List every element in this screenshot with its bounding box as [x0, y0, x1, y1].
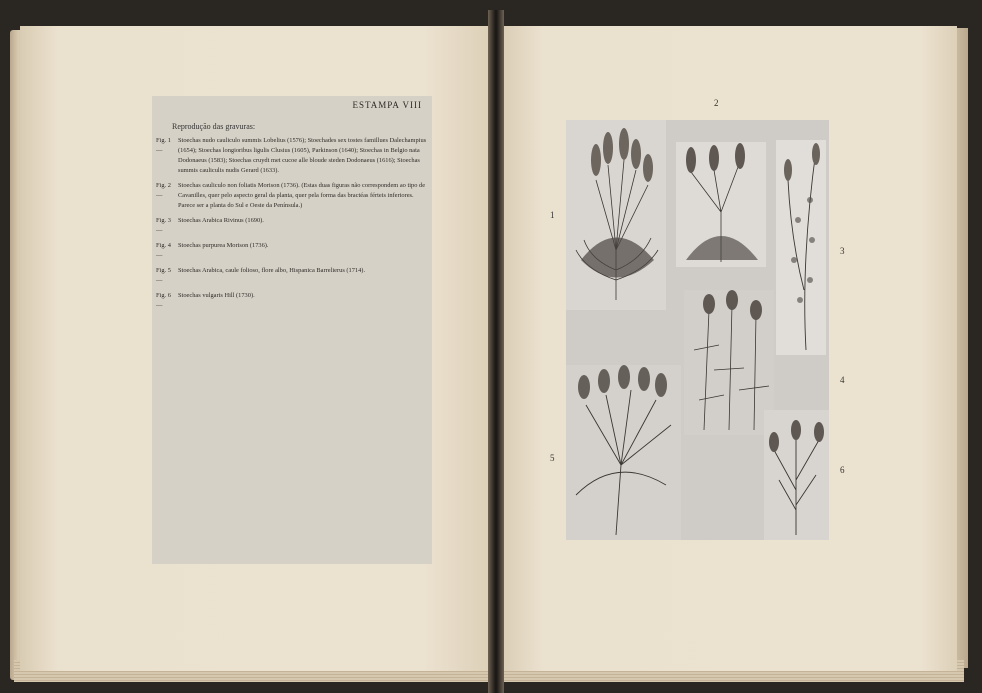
figure-label: Fig. 6 — [156, 292, 171, 309]
plate-number-5: 5 [550, 453, 555, 463]
plate-number-4: 4 [840, 375, 845, 385]
figure-3-engraving [776, 140, 826, 355]
figure-label: Fig. 2 — [156, 182, 171, 199]
figure-label: Fig. 3 — [156, 217, 171, 234]
figure-item-3 [156, 216, 428, 236]
plate-number-1: 1 [550, 210, 555, 220]
figure-label: Fig. 1 — [156, 137, 171, 154]
figure-item-2 [156, 181, 428, 211]
figure-text: Stoechas purpurea Morison (1736). [178, 242, 269, 249]
figure-item-1 [156, 136, 428, 176]
figure-item-4 [156, 241, 428, 261]
caption-block [152, 96, 432, 564]
figure-6-engraving [764, 410, 829, 540]
figure-2-engraving [676, 142, 766, 267]
figure-4-engraving [684, 290, 774, 435]
figure-label: Fig. 4 — [156, 242, 171, 259]
figure-1-engraving [566, 120, 666, 310]
figure-text: Stoechas cauliculo non foliatis Morison (1736). (Estas duas figuras não correspondem ao tipo de Cavanilles, quer pelo aspecto geral da planta, quer pela forma das bractéas férteis inferiores. Parece ser a planta do Sul e Oeste da Península.) [178, 182, 426, 209]
figure-label: Fig. 5 — [156, 267, 171, 284]
plate-number-2: 2 [714, 98, 719, 108]
plate-heading: ESTAMPA VIII [352, 100, 422, 110]
figure-item-5 [156, 266, 428, 286]
figure-text: Stoechas vulgaris Hill (1730). [178, 292, 255, 299]
figure-list [156, 136, 428, 316]
figure-text: Stoechas nudo cauliculo summis Lobelius (1576); Stoechades sex tostes famillues Dalechampius (1654); Stoechas longioribus ligulis Clusius (1605), Parkinson (1640); Stoechas in Belgio nata Dodonaeus (1583); Stoechas cruydt met cucoe alle bloude steden Dodonaeus (1616); Stoechas summis cauliculis nudis Gerard (1633). [178, 137, 427, 174]
plate-number-6: 6 [840, 465, 845, 475]
figure-5-engraving [566, 365, 681, 540]
figure-text: Stoechas Arabica Rivinus (1690). [178, 217, 264, 224]
botanical-plate-image [566, 120, 829, 540]
book-gutter [488, 10, 504, 693]
figure-item-6 [156, 291, 428, 311]
plate-number-3: 3 [840, 246, 845, 256]
caption-intro: Reprodução das gravuras: [172, 122, 256, 131]
figure-text: Stoechas Arabica, caule folioso, flore albo, Hispanica Barrelierus (1714). [178, 267, 366, 274]
